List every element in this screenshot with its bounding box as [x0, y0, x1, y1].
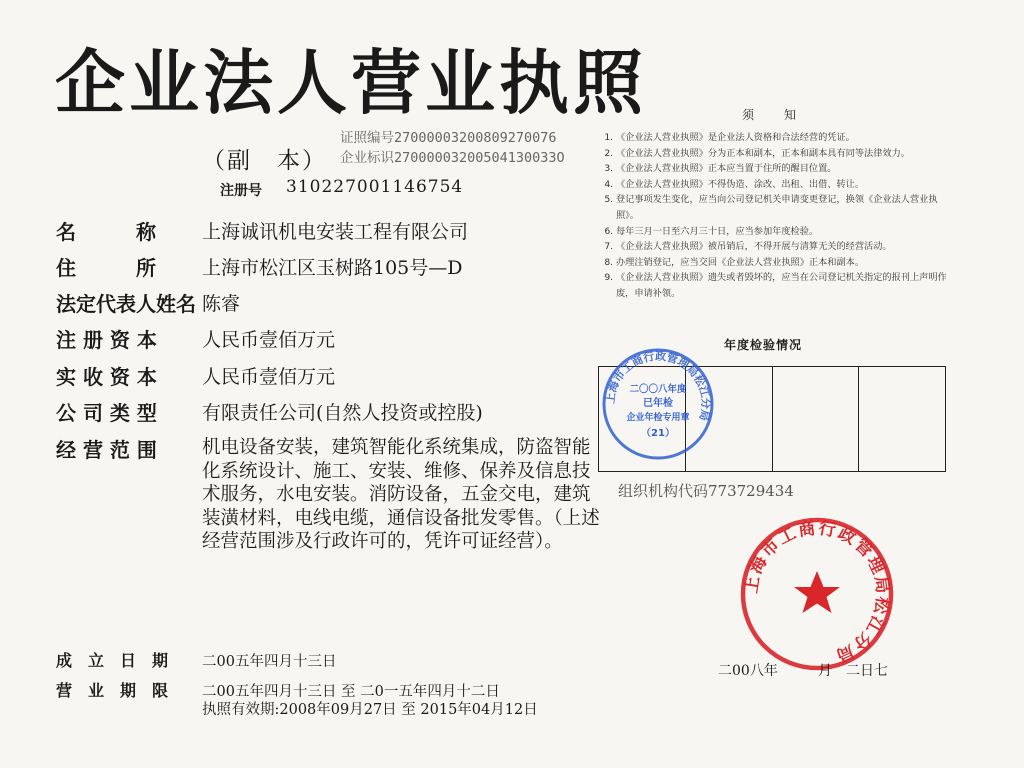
date-value-established: 二00五年四月十三日 — [202, 654, 337, 670]
notice-item: 4. 《企业法人营业执照》不得伪造、涂改、出租、出借、转让。 — [616, 177, 960, 193]
field-value-address: 上海市松江区玉树路105号—D — [202, 257, 463, 279]
registration-label: 注册号 — [220, 183, 262, 199]
copy-subtitle: （副 本） — [202, 148, 327, 174]
seal-date-day: 二日七 — [846, 663, 888, 679]
field-value-paid-capital: 人民币壹佰万元 — [202, 366, 336, 388]
license-validity: 执照有效期:2008年09月27日 至 2015年04月12日 — [202, 702, 538, 718]
seal-date-year: 二00八年 — [718, 663, 778, 679]
field-value-name: 上海诚讯机电安装工程有限公司 — [202, 221, 469, 243]
notice-title: 须知 — [742, 108, 827, 122]
business-scope-text: 机电设备安装，建筑智能化系统集成，防盗智能化系统设计、施工、安装、维修、保养及信息技术服务，水电安装。消防设备，五金交电，建筑装潢材料，电线电缆，通信设备批发零售。（上述经营范围涉及行政许可的，凭许可证经营）。 — [202, 437, 600, 552]
enterprise-id: 企业标识27000003200504130033O — [340, 150, 565, 166]
stamp-purpose: 企业年检专用章 — [626, 413, 690, 423]
stamp-year: 二〇〇八年度 — [629, 384, 687, 395]
field-label-registered-capital: 注 册 资 本 — [56, 328, 157, 352]
stamp-number: （21） — [641, 428, 675, 439]
org-code: 组织机构代码773729434 — [618, 482, 794, 500]
field-label-legal-rep: 法定代表人姓名 — [56, 292, 196, 316]
field-label-company-type: 公 司 类 型 — [56, 401, 157, 425]
notice-item: 5. 登记事项发生变化，应当向公司登记机关申请变更登记，换领《企业法人营业执照》。 — [616, 192, 960, 223]
date-value-business-term: 二00五年四月十三日 至 二0一五年四月十二日 — [202, 684, 500, 700]
notice-item: 6. 每年三月一日至六月三十日，应当参加年度检验。 — [616, 224, 960, 240]
notice-item: 1. 《企业法人营业执照》是企业法人资格和合法经营的凭证。 — [616, 130, 960, 146]
license-title: 企业法人营业执照 — [55, 42, 647, 124]
stamp-ring-text: 上海市工商行政管理局松江分局 — [603, 349, 713, 423]
star-icon — [794, 571, 840, 613]
inspection-cell — [859, 367, 945, 471]
notice-item: 8. 办理注销登记，应当交回《企业法人营业执照》正本和副本。 — [616, 255, 960, 271]
cert-number: 证照编号27000003200809270076 — [340, 130, 557, 146]
certificate-numbers — [340, 128, 565, 168]
field-value-legal-rep: 陈睿 — [202, 293, 241, 315]
date-label-established: 成 立 日 期 — [56, 651, 169, 670]
field-label-address: 住 所 — [56, 256, 156, 280]
scope-label: 经 营 范 围 — [56, 438, 157, 462]
official-seal — [738, 515, 896, 673]
notice-item: 2. 《企业法人营业执照》分为正本和副本，正本和副本具有同等法律效力。 — [616, 146, 960, 162]
annual-inspection-title: 年度检验情况 — [724, 338, 803, 352]
notice-item: 7. 《企业法人营业执照》被吊销后，不得开展与清算无关的经营活动。 — [616, 239, 960, 255]
notice-item: 9. 《企业法人营业执照》遗失或者毁坏的，应当在公司登记机关指定的报刊上声明作废，申请补领。 — [616, 270, 960, 301]
notice-list — [600, 130, 960, 302]
notice-item: 3. 《企业法人营业执照》正本应当置于住所的醒目位置。 — [616, 161, 960, 177]
seal-ring-text: 上海市工商行政管理局松江分局 — [741, 518, 893, 667]
field-label-name: 名 称 — [56, 220, 156, 244]
field-value-registered-capital: 人民币壹佰万元 — [202, 329, 336, 351]
annual-inspection-stamp — [600, 346, 716, 462]
registration-number: 310227001146754 — [286, 177, 464, 197]
inspection-cell — [773, 367, 860, 471]
seal-date-month: 月 — [818, 663, 832, 679]
field-value-company-type: 有限责任公司(自然人投资或控股) — [202, 402, 483, 424]
field-label-paid-capital: 实 收 资 本 — [56, 365, 157, 389]
stamp-status: 已年检 — [643, 398, 673, 409]
date-label-business-term: 营 业 期 限 — [56, 681, 169, 700]
